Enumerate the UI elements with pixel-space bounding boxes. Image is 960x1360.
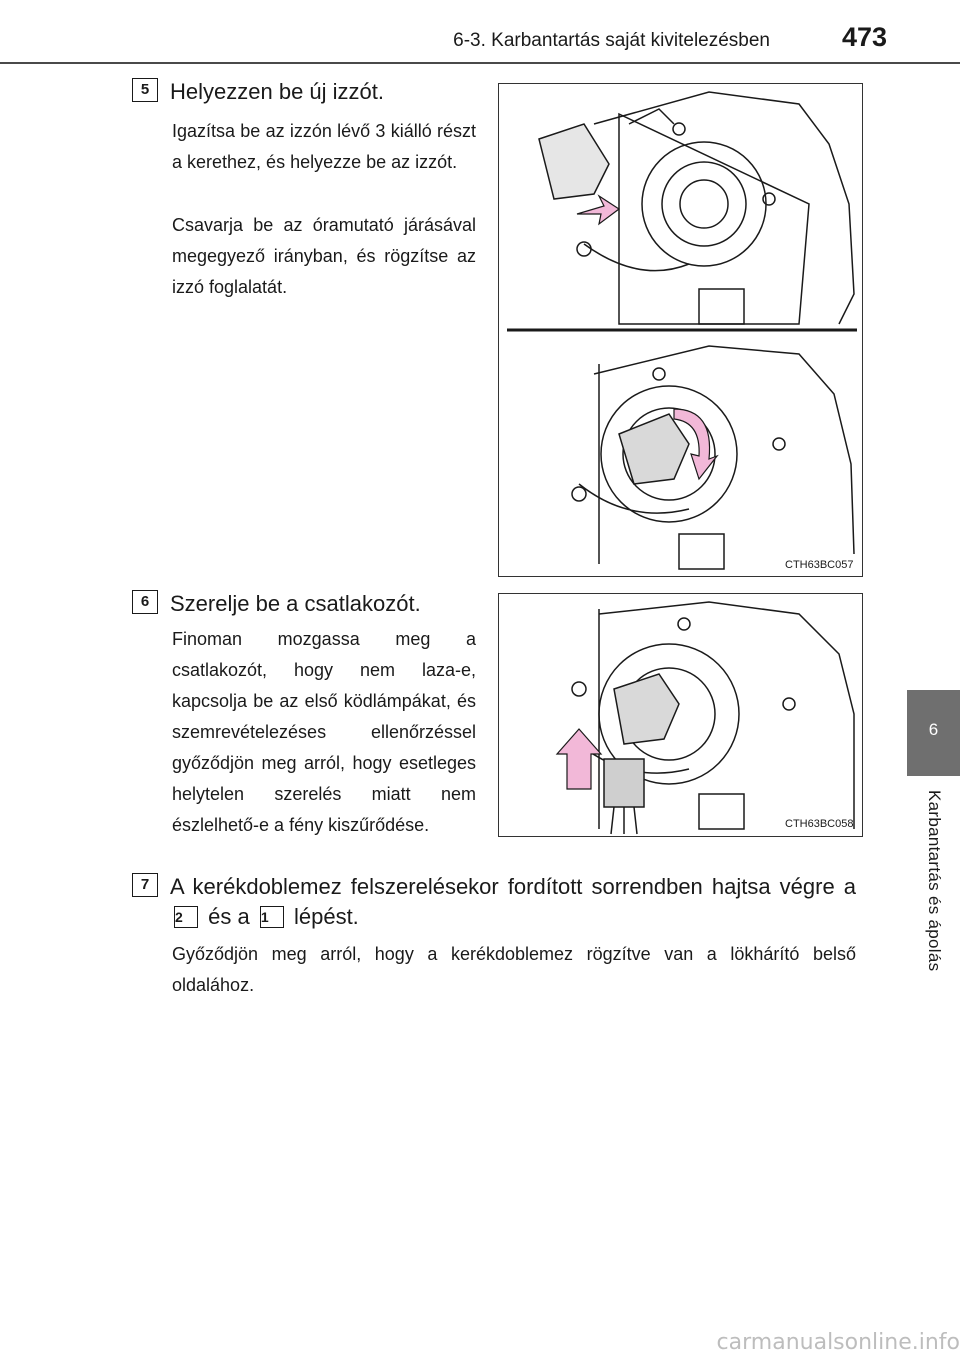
page-number: 473	[842, 22, 888, 52]
section-title: 6-3. Karbantartás saját kivitelezésben	[453, 30, 770, 51]
insert-arrow-icon	[577, 196, 619, 224]
step-title: Helyezzen be új izzót.	[170, 79, 384, 104]
step-paragraph: Finoman mozgassa meg a csatlakozót, hogy nem laza-e, kapcsolja be az első ködlámpákat, és szemrevételezéses ellenőrzéssel győződjön meg arról, hogy esetleges helytelen szerelés miatt nem észlelhető-e a fény kiszűrődése.	[172, 629, 476, 835]
push-up-arrow-icon	[557, 729, 601, 789]
step-reference-badge: 2	[174, 906, 198, 928]
figure-code: CTH63BC057	[785, 559, 854, 571]
bulb-installation-figure	[498, 83, 863, 577]
step-title	[170, 872, 856, 932]
watermark: carmanualsonline.info	[716, 1330, 960, 1355]
step-number-badge: 6	[132, 590, 158, 614]
step-paragraph: Igazítsa be az izzón lévő 3 kiálló részt a kerethez, és helyezze be az izzót.	[172, 121, 476, 172]
header-divider	[0, 62, 960, 64]
step-title-text: lépést.	[293, 904, 359, 929]
step-paragraph: Csavarja be az óramutató járásával megegyező irányban, és rögzítse az izzó foglalatát.	[172, 215, 476, 297]
chapter-label: Karbantartás és ápolás	[925, 790, 944, 972]
step-title: Szerelje be a csatlakozót.	[170, 591, 421, 616]
step-reference-badge: 1	[260, 906, 284, 928]
connector-installation-figure	[498, 593, 863, 837]
step-title-text: A kerékdoblemez felszerelésekor fordított sorrendben hajtsa végre a	[170, 874, 856, 899]
chapter-number: 6	[928, 720, 939, 739]
fog-lamp-illustration	[499, 84, 861, 575]
chapter-tab	[907, 690, 960, 776]
figure-code: CTH63BC058	[785, 818, 854, 830]
step-number-badge: 5	[132, 78, 158, 102]
connector-illustration	[499, 594, 861, 835]
step-paragraph: Győződjön meg arról, hogy a kerékdoblemez rögzítve van a lökhárító belső oldalához.	[172, 944, 856, 995]
step-number-badge: 7	[132, 873, 158, 897]
step-title-text: és a	[208, 904, 250, 929]
